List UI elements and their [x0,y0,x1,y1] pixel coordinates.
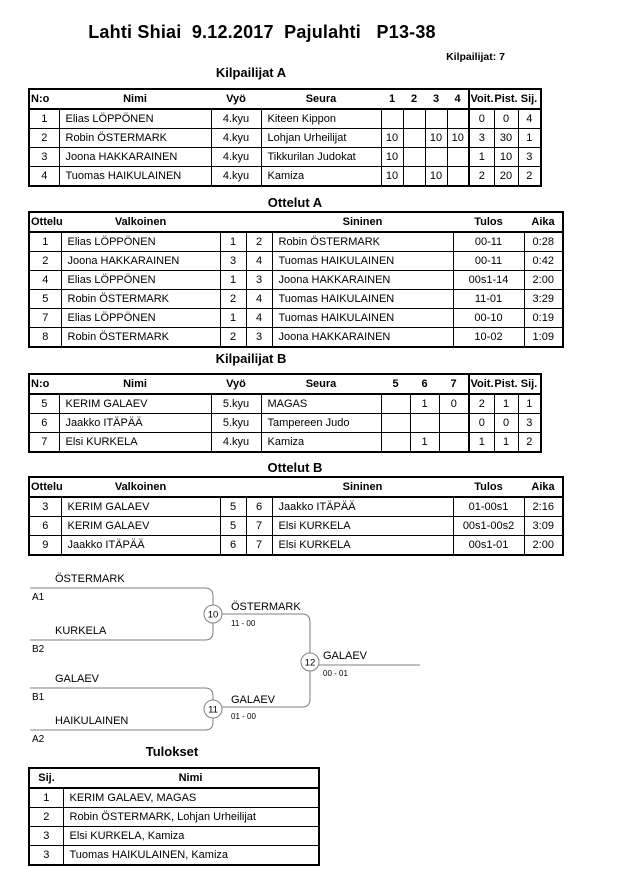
elimination-bracket [25,562,430,757]
blue-cell: Joona HAKKARAINEN [272,271,453,290]
col-belt: Vyö [211,374,261,394]
bracket-slot-name: ÖSTERMARK [55,573,125,585]
pool-b-heading: Kilpailijat B [215,351,287,366]
match-node-number: 12 [304,657,316,669]
match-no-cell: 8 [29,328,61,348]
blue-no-cell: 4 [246,309,272,328]
pool-b-table [28,373,542,453]
name-cell: Elsi KURKELA [59,433,211,453]
match-row [29,497,563,517]
result-cell: 00s1-00s2 [453,517,524,536]
result-cell: 00s1-01 [453,536,524,556]
pool-a-table [28,88,542,187]
blue-cell: Elsi KURKELA [272,517,453,536]
round-cell: 10 [381,129,403,148]
no-cell: 7 [29,433,59,453]
result-cell: 00-11 [453,232,524,252]
col-round: 6 [410,374,439,394]
place-cell: 3 [518,148,541,167]
bracket-winner-name: GALAEV [231,694,276,706]
match-row [29,536,563,556]
no-cell: 6 [29,414,59,433]
white-cell: Elias LÖPPÖNEN [61,271,220,290]
white-cell: Elias LÖPPÖNEN [61,309,220,328]
no-cell: 4 [29,167,59,187]
header-row [29,768,319,788]
col-round: 3 [425,89,447,109]
blue-no-cell: 6 [246,497,272,517]
white-cell: Elias LÖPPÖNEN [61,232,220,252]
header-row [29,477,563,497]
blue-cell: Tuomas HAIKULAINEN [272,252,453,271]
wins-cell: 0 [469,109,494,129]
name-cell: Elias LÖPPÖNEN [59,109,211,129]
time-cell: 0:28 [524,232,563,252]
points-cell: 0 [494,414,518,433]
col-name: Nimi [63,768,319,788]
col-white: Valkoinen [61,477,220,497]
round-cell [447,148,469,167]
points-cell: 10 [494,148,518,167]
belt-cell: 4.kyu [211,129,261,148]
match-no-cell: 2 [29,252,61,271]
club-cell: Tampereen Judo [261,414,381,433]
col-time: Aika [524,212,563,232]
round-cell [403,129,425,148]
time-cell: 0:19 [524,309,563,328]
belt-cell: 4.kyu [211,167,261,187]
blue-no-cell: 4 [246,252,272,271]
header-row [29,212,563,232]
pool-row [29,394,541,414]
time-cell: 2:16 [524,497,563,517]
col-match: Ottelu [29,212,61,232]
white-no-cell: 1 [220,271,246,290]
round-cell [403,167,425,187]
name-cell: Jaakko ITÄPÄÄ [59,414,211,433]
belt-cell: 4.kyu [211,148,261,167]
header-row [29,374,541,394]
time-cell: 3:29 [524,290,563,309]
col-name: Nimi [59,89,211,109]
col-wins: Voit. [469,374,494,394]
match-row [29,271,563,290]
col-points: Pist. [494,374,518,394]
club-cell: MAGAS [261,394,381,414]
no-cell: 2 [29,129,59,148]
col-no: N:o [29,89,59,109]
bracket-winner-score: 00 - 01 [323,669,348,678]
round-cell: 1 [410,394,439,414]
time-cell: 2:00 [524,271,563,290]
club-cell: Kiteen Kippon [261,109,381,129]
match-row [29,252,563,271]
bracket-slot-name: HAIKULAINEN [55,715,129,727]
round-cell: 0 [439,394,469,414]
matches-a-table [28,211,564,348]
bracket-winner-score: 11 - 00 [231,619,256,628]
wins-cell: 1 [469,148,494,167]
blue-no-cell: 3 [246,328,272,348]
white-no-cell: 5 [220,497,246,517]
col-club: Seura [261,89,381,109]
club-cell: Lohjan Urheilijat [261,129,381,148]
place-cell: 3 [518,414,541,433]
white-no-cell: 1 [220,232,246,252]
bracket-winner-name: ÖSTERMARK [231,601,301,613]
points-cell: 1 [494,433,518,453]
round-cell: 10 [447,129,469,148]
bracket-line [30,688,213,700]
place-cell: 4 [518,109,541,129]
col-belt: Vyö [211,89,261,109]
col-result: Tulos [453,477,524,497]
bracket-winner-score: 01 - 00 [231,712,256,721]
bracket-slot-seed: B2 [32,644,45,655]
round-cell [381,109,403,129]
bracket-slot-seed: A1 [32,592,45,603]
place-cell: 3 [29,846,63,866]
match-node-number: 10 [207,609,219,621]
place-cell: 2 [518,167,541,187]
white-no-cell: 6 [220,536,246,556]
col-round: 2 [403,89,425,109]
col-points: Pist. [494,89,518,109]
belt-cell: 5.kyu [211,414,261,433]
matches-b-heading: Ottelut B [267,460,323,475]
results-table [28,767,320,866]
result-row [29,808,319,827]
col-round: 7 [439,374,469,394]
col-spacer [220,212,246,232]
time-cell: 0:42 [524,252,563,271]
belt-cell: 5.kyu [211,394,261,414]
white-cell: KERIM GALAEV [61,517,220,536]
match-row [29,309,563,328]
blue-no-cell: 4 [246,290,272,309]
bracket-winner-name: GALAEV [323,650,368,662]
time-cell: 3:09 [524,517,563,536]
pool-row [29,414,541,433]
points-cell: 0 [494,109,518,129]
blue-no-cell: 7 [246,517,272,536]
blue-no-cell: 7 [246,536,272,556]
page-title: Lahti Shiai 9.12.2017 Pajulahti P13-38 [88,22,436,42]
result-cell: 01-00s1 [453,497,524,517]
matches-a-heading: Ottelut A [267,195,323,210]
col-time: Aika [524,477,563,497]
place-cell: 2 [29,808,63,827]
round-cell [439,433,469,453]
place-cell: 1 [29,788,63,808]
result-cell: 11-01 [453,290,524,309]
white-cell: Robin ÖSTERMARK [61,290,220,309]
results-heading: Tulokset [145,744,199,759]
match-row [29,232,563,252]
belt-cell: 4.kyu [211,109,261,129]
match-no-cell: 5 [29,290,61,309]
round-cell: 10 [425,167,447,187]
round-cell [381,433,410,453]
round-cell [447,167,469,187]
col-match: Ottelu [29,477,61,497]
points-cell: 20 [494,167,518,187]
match-no-cell: 7 [29,309,61,328]
round-cell: 10 [381,167,403,187]
wins-cell: 1 [469,433,494,453]
blue-cell: Jaakko ITÄPÄÄ [272,497,453,517]
match-no-cell: 6 [29,517,61,536]
name-cell: Tuomas HAIKULAINEN, Kamiza [63,846,319,866]
blue-no-cell: 3 [246,271,272,290]
col-white: Valkoinen [61,212,220,232]
result-cell: 00s1-14 [453,271,524,290]
round-cell [439,414,469,433]
name-cell: KERIM GALAEV, MAGAS [63,788,319,808]
match-no-cell: 3 [29,497,61,517]
round-cell [381,414,410,433]
belt-cell: 4.kyu [211,433,261,453]
pool-a-heading: Kilpailijat A [215,65,287,80]
col-blue: Sininen [272,212,453,232]
points-cell: 1 [494,394,518,414]
white-cell: Robin ÖSTERMARK [61,328,220,348]
club-cell: Kamiza [261,167,381,187]
bracket-line [30,588,213,605]
match-no-cell: 1 [29,232,61,252]
pool-row [29,109,541,129]
col-round: 5 [381,374,410,394]
col-club: Seura [261,374,381,394]
white-cell: Joona HAKKARAINEN [61,252,220,271]
match-row [29,517,563,536]
name-cell: Robin ÖSTERMARK [59,129,211,148]
white-cell: KERIM GALAEV [61,497,220,517]
result-cell: 00-10 [453,309,524,328]
white-no-cell: 2 [220,328,246,348]
bracket-slot-seed: B1 [32,692,45,703]
blue-cell: Tuomas HAIKULAINEN [272,309,453,328]
wins-cell: 0 [469,414,494,433]
name-cell: Joona HAKKARAINEN [59,148,211,167]
white-no-cell: 3 [220,252,246,271]
col-round: 4 [447,89,469,109]
round-cell [403,148,425,167]
pool-row [29,433,541,453]
result-cell: 10-02 [453,328,524,348]
no-cell: 5 [29,394,59,414]
round-cell: 1 [410,433,439,453]
match-no-cell: 4 [29,271,61,290]
result-row [29,827,319,846]
col-spacer [220,477,246,497]
white-no-cell: 2 [220,290,246,309]
match-row [29,290,563,309]
blue-cell: Elsi KURKELA [272,536,453,556]
bracket-slot-name: KURKELA [55,625,107,637]
bracket-slot-seed: A2 [32,734,45,745]
col-name: Nimi [59,374,211,394]
club-cell: Kamiza [261,433,381,453]
round-cell: 10 [381,148,403,167]
round-cell [410,414,439,433]
match-row [29,328,563,348]
col-place: Sij. [29,768,63,788]
name-cell: Tuomas HAIKULAINEN [59,167,211,187]
time-cell: 2:00 [524,536,563,556]
wins-cell: 3 [469,129,494,148]
competitor-count: Kilpailijat: 7 [446,51,505,63]
place-cell: 2 [518,433,541,453]
match-no-cell: 9 [29,536,61,556]
bracket-slot-name: GALAEV [55,673,100,685]
blue-no-cell: 2 [246,232,272,252]
wins-cell: 2 [469,394,494,414]
white-no-cell: 1 [220,309,246,328]
white-no-cell: 5 [220,517,246,536]
club-cell: Tikkurilan Judokat [261,148,381,167]
result-row [29,788,319,808]
match-node-number: 11 [208,704,218,716]
result-row [29,846,319,866]
col-place: Sij. [518,89,541,109]
pool-row [29,129,541,148]
round-cell [425,148,447,167]
result-cell: 00-11 [453,252,524,271]
white-cell: Jaakko ITÄPÄÄ [61,536,220,556]
round-cell: 10 [425,129,447,148]
blue-cell: Robin ÖSTERMARK [272,232,453,252]
pool-row [29,148,541,167]
round-cell [381,394,410,414]
col-wins: Voit. [469,89,494,109]
round-cell [447,109,469,129]
name-cell: KERIM GALAEV [59,394,211,414]
points-cell: 30 [494,129,518,148]
matches-b-table [28,476,564,556]
round-cell [425,109,447,129]
no-cell: 3 [29,148,59,167]
col-no: N:o [29,374,59,394]
place-cell: 3 [29,827,63,846]
col-blue: Sininen [272,477,453,497]
wins-cell: 2 [469,167,494,187]
blue-cell: Tuomas HAIKULAINEN [272,290,453,309]
time-cell: 1:09 [524,328,563,348]
round-cell [403,109,425,129]
col-place: Sij. [518,374,541,394]
col-spacer [246,212,272,232]
col-result: Tulos [453,212,524,232]
blue-cell: Joona HAKKARAINEN [272,328,453,348]
name-cell: Robin ÖSTERMARK, Lohjan Urheilijat [63,808,319,827]
col-spacer [246,477,272,497]
pool-row [29,167,541,187]
col-round: 1 [381,89,403,109]
header-row [29,89,541,109]
place-cell: 1 [518,129,541,148]
place-cell: 1 [518,394,541,414]
no-cell: 1 [29,109,59,129]
name-cell: Elsi KURKELA, Kamiza [63,827,319,846]
